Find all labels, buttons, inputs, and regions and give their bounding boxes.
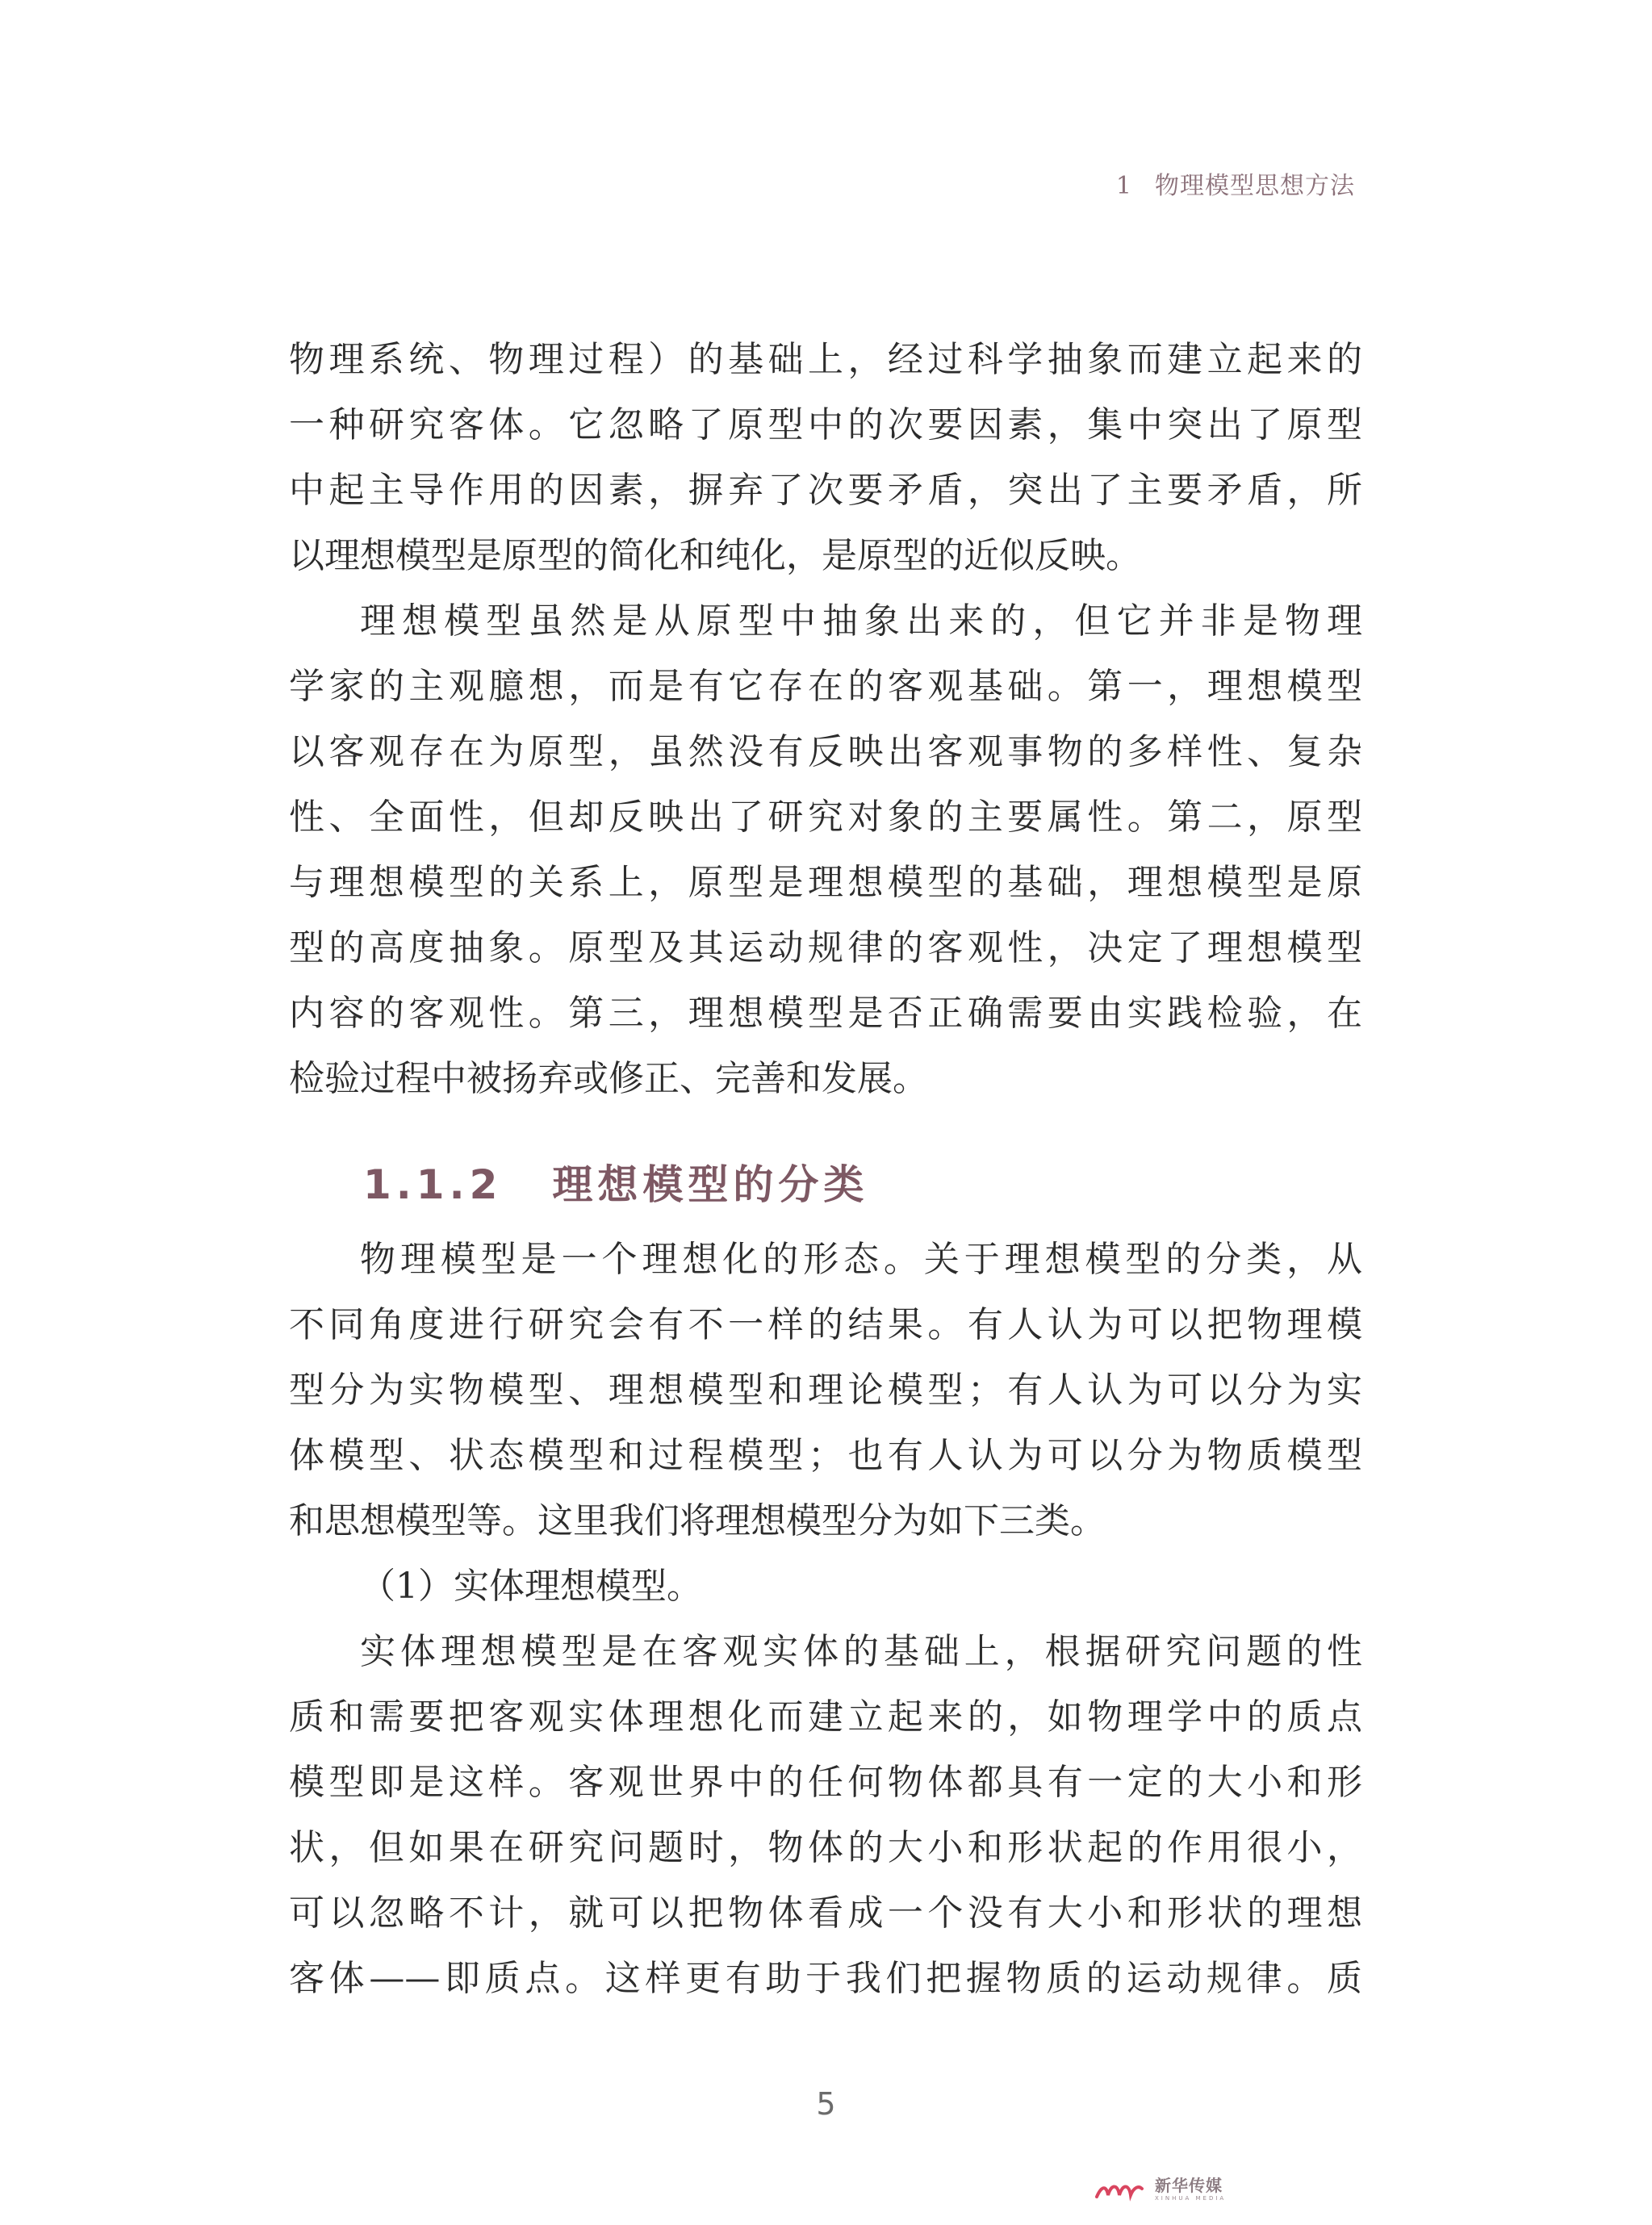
body-text-bottom (289, 1227, 1362, 2011)
text-line: 体模型、状态模型和过程模型；也有人认为可以分为物质模型 (289, 1435, 1362, 1476)
text-line: 中起主导作用的因素，摒弃了次要矛盾，突出了主要矛盾，所 (289, 470, 1362, 511)
publisher-logo-text (1155, 2177, 1226, 2202)
body-text-top (289, 327, 1362, 1111)
text-line: 可以忽略不计，就可以把物体看成一个没有大小和形状的理想 (289, 1893, 1362, 1934)
text-line: 性、全面性，但却反映出了研究对象的主要属性。第二，原型 (289, 797, 1362, 838)
text-line: 一种研究客体。它忽略了原型中的次要因素，集中突出了原型 (289, 404, 1362, 445)
paragraph-1 (289, 327, 1362, 588)
text-line: 型的高度抽象。原型及其运动规律的客观性，决定了理想模型 (289, 927, 1362, 968)
page-number: 5 (816, 2086, 836, 2122)
publisher-name-en: XINHUA MEDIA (1155, 2195, 1227, 2202)
text-line: 物理系统、物理过程）的基础上，经过科学抽象而建立起来的 (289, 339, 1362, 380)
text-line: 客体——即质点。这样更有助于我们把握物质的运动规律。质 (289, 1958, 1362, 1999)
publisher-logo-icon (1094, 2177, 1145, 2202)
publisher-logo (1094, 2177, 1226, 2202)
publisher-name-cn: 新华传媒 (1155, 2176, 1223, 2195)
text-line: 与理想模型的关系上，原型是理想模型的基础，理想模型是原 (289, 862, 1362, 903)
text-line: 型分为实物模型、理想模型和理论模型；有人认为可以分为实 (289, 1370, 1362, 1411)
text-line: 和思想模型等。这里我们将理想模型分为如下三类。 (289, 1500, 1106, 1541)
running-head-chapter-number: 1 (1115, 172, 1132, 200)
running-head (1116, 165, 1355, 201)
text-line: 实体理想模型是在客观实体的基础上，根据研究问题的性 (360, 1631, 1362, 1672)
section-number: 1.1.2 (363, 1161, 503, 1208)
running-head-chapter-title: 物理模型思想方法 (1155, 172, 1355, 200)
text-line: 模型即是这样。客观世界中的任何物体都具有一定的大小和形 (289, 1762, 1362, 1803)
paragraph-2 (289, 588, 1362, 1111)
paragraph-4 (289, 1619, 1362, 2011)
text-line: 以理想模型是原型的简化和纯化，是原型的近似反映。 (289, 535, 1141, 576)
text-line: 物理模型是一个理想化的形态。关于理想模型的分类，从 (360, 1239, 1362, 1280)
text-line: 检验过程中被扬弃或修正、完善和发展。 (289, 1058, 928, 1099)
text-line: 状，但如果在研究问题时，物体的大小和形状起的作用很小， (289, 1827, 1362, 1868)
text-line: 质和需要把客观实体理想化而建立起来的，如物理学中的质点 (289, 1696, 1362, 1738)
section-heading (363, 1152, 868, 1211)
text-line: 不同角度进行研究会有不一样的结果。有人认为可以把物理模 (289, 1304, 1362, 1345)
text-line: 以客观存在为原型，虽然没有反映出客观事物的多样性、复杂 (289, 731, 1362, 772)
text-line: 理想模型虽然是从原型中抽象出来的，但它并非是物理 (360, 600, 1362, 642)
subheading-1: （1）实体理想模型。 (360, 1566, 702, 1607)
section-title: 理想模型的分类 (552, 1161, 869, 1208)
text-line: 学家的主观臆想，而是有它存在的客观基础。第一，理想模型 (289, 666, 1362, 707)
paragraph-3 (289, 1227, 1362, 1554)
text-line: 内容的客观性。第三，理想模型是否正确需要由实践检验，在 (289, 993, 1362, 1034)
